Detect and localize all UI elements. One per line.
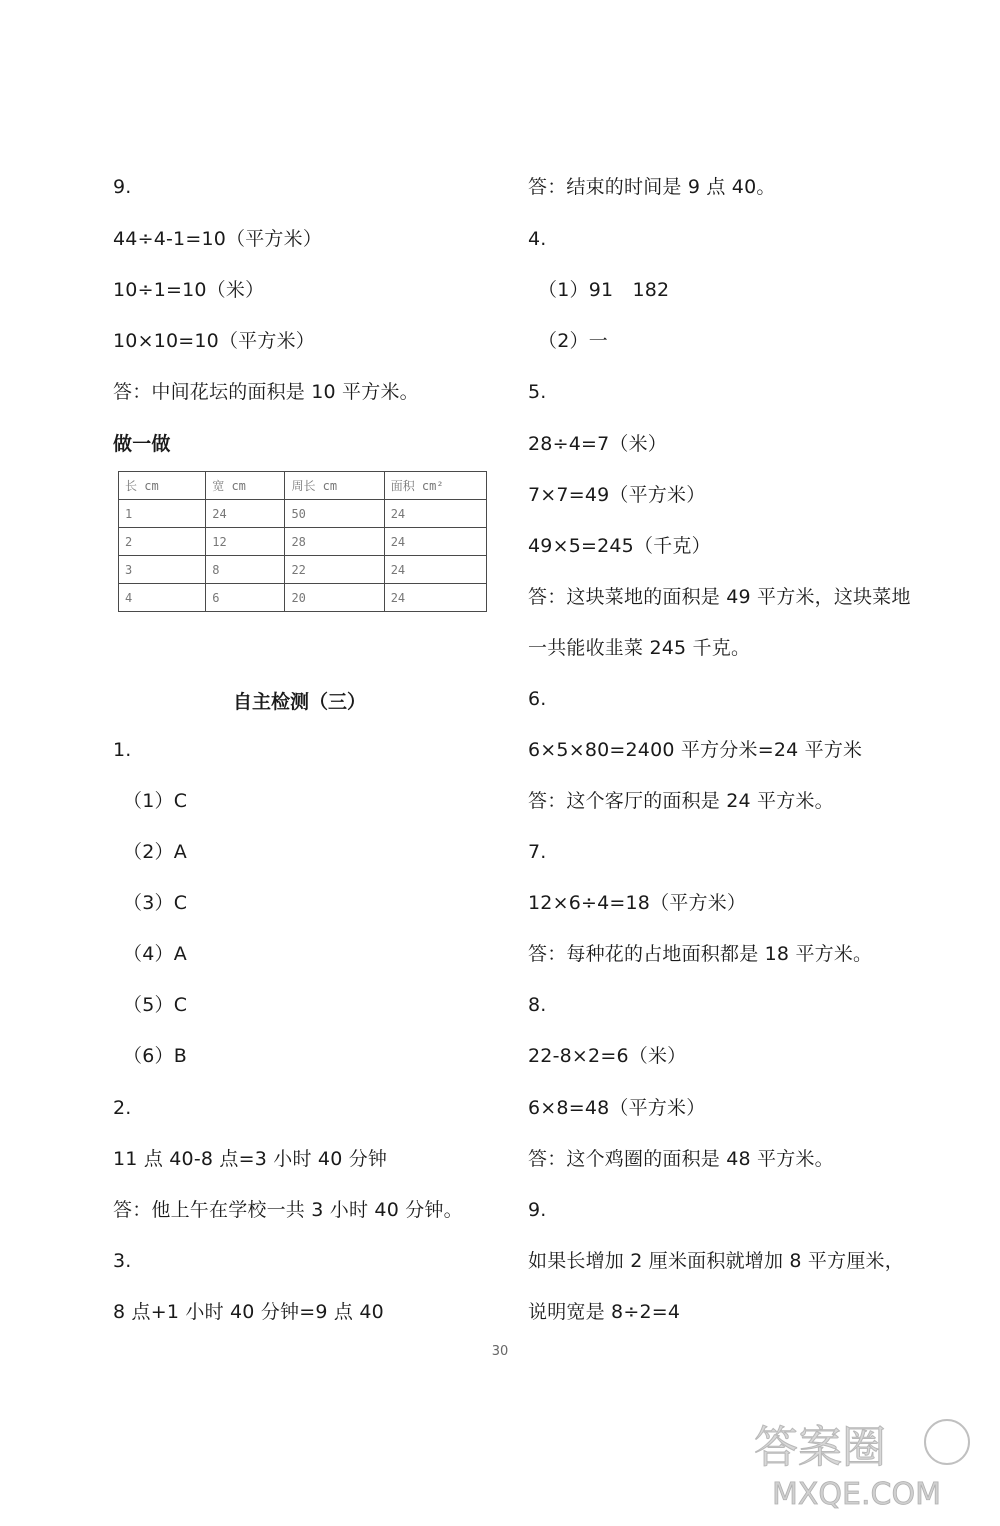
equation-line: 49×5=245（千克）	[528, 535, 711, 557]
equation-line: 44÷4-1=10（平方米）	[113, 228, 323, 250]
sub-answer: （1）91 182	[538, 279, 670, 301]
sub-answer: （2）一	[538, 330, 608, 352]
table-cell: 20	[285, 584, 384, 612]
answer-line: 如果长增加 2 厘米面积就增加 8 平方厘米，	[528, 1250, 904, 1272]
question-number: 9.	[113, 176, 132, 198]
question-number: 2.	[113, 1097, 132, 1119]
table-cell: 24	[384, 556, 486, 584]
question-number: 6.	[528, 688, 547, 710]
equation-line: 11 点 40-8 点=3 小时 40 分钟	[113, 1148, 388, 1170]
answer-line: 一共能收韭菜 245 千克。	[528, 637, 751, 659]
answer-line: 答：中间花坛的面积是 10 平方米。	[113, 381, 419, 403]
table-cell: 12	[206, 528, 285, 556]
equation-line: 22-8×2=6（米）	[528, 1045, 687, 1067]
equation-line: 7×7=49（平方米）	[528, 484, 706, 506]
question-number: 1.	[113, 739, 132, 761]
answer-line: 答：这块菜地的面积是 49 平方米，这块菜地	[528, 586, 911, 608]
question-number: 9.	[528, 1199, 547, 1221]
table-cell: 24	[384, 584, 486, 612]
equation-line: 28÷4=7（米）	[528, 433, 667, 455]
equation-line: 10÷1=10（米）	[113, 279, 265, 301]
table-cell: 4	[119, 584, 206, 612]
table-header-cell: 宽 cm	[206, 472, 285, 500]
section-heading: 做一做	[113, 433, 171, 455]
choice-answer: （6）B	[123, 1045, 187, 1067]
rectangle-table	[118, 471, 487, 612]
answer-line: 答：结束的时间是 9 点 40。	[528, 176, 776, 198]
watermark-text: 答案圈	[754, 1422, 886, 1473]
table-cell: 3	[119, 556, 206, 584]
table-header-cell: 面积 cm²	[384, 472, 486, 500]
equation-line: 12×6÷4=18（平方米）	[528, 892, 747, 914]
question-number: 4.	[528, 228, 547, 250]
watermark-logo	[732, 1412, 982, 1512]
table-cell: 50	[285, 500, 384, 528]
table-cell: 1	[119, 500, 206, 528]
page-number: 30	[491, 1344, 509, 1359]
table-cell: 24	[384, 500, 486, 528]
table-cell: 6	[206, 584, 285, 612]
answer-line: 答：这个鸡圈的面积是 48 平方米。	[528, 1148, 834, 1170]
table-row	[119, 528, 487, 556]
section-title: 自主检测（三）	[233, 691, 367, 713]
answer-line: 答：每种花的占地面积都是 18 平方米。	[528, 943, 873, 965]
answer-line: 答：这个客厅的面积是 24 平方米。	[528, 790, 834, 812]
table-header-row	[119, 472, 487, 500]
table-header-cell: 长 cm	[119, 472, 206, 500]
question-number: 7.	[528, 841, 547, 863]
table-cell: 24	[384, 528, 486, 556]
table-row	[119, 556, 487, 584]
table-row	[119, 584, 487, 612]
choice-answer: （2）A	[123, 841, 187, 863]
question-number: 5.	[528, 381, 547, 403]
equation-line: 8 点+1 小时 40 分钟=9 点 40	[113, 1301, 384, 1323]
choice-answer: （1）C	[123, 790, 188, 812]
table-cell: 22	[285, 556, 384, 584]
table-cell: 28	[285, 528, 384, 556]
table-header-cell: 周长 cm	[285, 472, 384, 500]
table-cell: 2	[119, 528, 206, 556]
table-cell: 24	[206, 500, 285, 528]
table-row	[119, 500, 487, 528]
answer-line: 说明宽是 8÷2=4	[528, 1301, 681, 1323]
choice-answer: （4）A	[123, 943, 187, 965]
question-number: 3.	[113, 1250, 132, 1272]
equation-line: 6×8=48（平方米）	[528, 1097, 706, 1119]
watermark-url: MXQE.COM	[772, 1477, 941, 1512]
choice-answer: （5）C	[123, 994, 188, 1016]
question-number: 8.	[528, 994, 547, 1016]
equation-line: 6×5×80=2400 平方分米=24 平方米	[528, 739, 863, 761]
table-cell: 8	[206, 556, 285, 584]
equation-line: 10×10=10（平方米）	[113, 330, 315, 352]
answer-line: 答：他上午在学校一共 3 小时 40 分钟。	[113, 1199, 463, 1221]
choice-answer: （3）C	[123, 892, 188, 914]
